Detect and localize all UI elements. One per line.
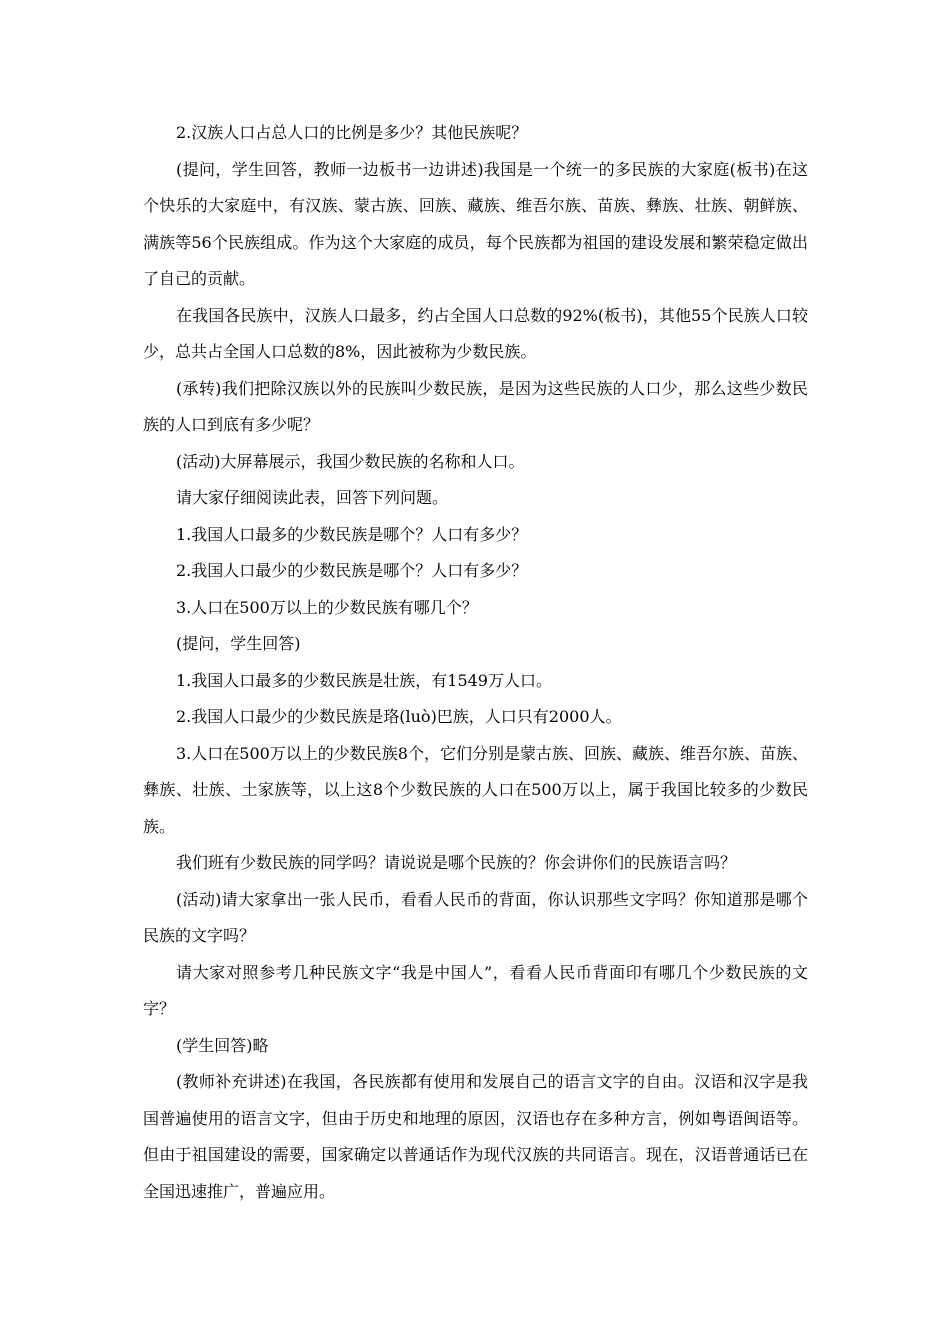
paragraph: 3.人口在500万以上的少数民族8个，它们分别是蒙古族、回族、藏族、维吾尔族、苗族、彝族、壮族、土家族等，以上这8个少数民族的人口在500万以上，属于我国比较多的少数民族。 (143, 743, 808, 836)
paragraph: 在我国各民族中，汉族人口最多，约占全国人口总数的92%(板书)，其他55个民族人口较少，总共占全国人口总数的8%，因此被称为少数民族。 (143, 305, 808, 361)
paragraph: (承转)我们把除汉族以外的民族叫少数民族，是因为这些民族的人口少，那么这些少数民族的人口到底有多少呢？ (143, 378, 808, 434)
paragraph: 3.人口在500万以上的少数民族有哪几个？ (176, 597, 478, 617)
paragraph: 2.我国人口最少的少数民族是哪个？人口有多少？ (176, 561, 528, 580)
paragraph: 2.汉族人口占总人口的比例是多少？其他民族呢？ (176, 123, 528, 142)
paragraph: (教师补充讲述)在我国，各民族都有使用和发展自己的语言文字的自由。汉语和汉字是我国普遍使用的语言文字，但由于历史和地理的原因，汉语也存在多种方言，例如粤语闽语等。但由于祖国建设的需要，国家确定以普通话作为现代汉族的共同语言。现在，汉语普通话已在全国迅速推广，普遍应用。 (143, 1072, 808, 1201)
paragraph: (提问，学生回答) (176, 634, 301, 653)
paragraph: 我们班有少数民族的同学吗？请说说是哪个民族的？你会讲你们的民族语言吗？ (176, 853, 737, 872)
paragraph: 请大家仔细阅读此表，回答下列问题。 (176, 488, 449, 507)
paragraph: (学生回答)略 (176, 1035, 269, 1055)
paragraph: (活动)请大家拿出一张人民币，看看人民币的背面，你认识那些文字吗？你知道那是哪个民族的文字吗？ (143, 889, 808, 945)
paragraph: 请大家对照参考几种民族文字“我是中国人”，看看人民币背面印有哪几个少数民族的文字？ (143, 962, 808, 1018)
paragraph: 2.我国人口最少的少数民族是珞(luò)巴族，人口只有2000人。 (176, 707, 622, 726)
paragraph: 1.我国人口最多的少数民族是壮族，有1549万人口。 (176, 670, 552, 690)
paragraph: (提问，学生回答，教师一边板书一边讲述)我国是一个统一的多民族的大家庭(板书)在这个快乐的大家庭中，有汉族、蒙古族、回族、藏族、维吾尔族、苗族、彝族、壮族、朝鲜族、满族等56个民族组成。作为这个大家庭的成员，每个民族都为祖国的建设发展和繁荣稳定做出了自己的贡献。 (143, 159, 808, 288)
paragraph: (活动)大屏幕展示，我国少数民族的名称和人口。 (176, 451, 525, 471)
document-body (143, 115, 808, 1210)
paragraph: 1.我国人口最多的少数民族是哪个？人口有多少？ (176, 524, 528, 544)
